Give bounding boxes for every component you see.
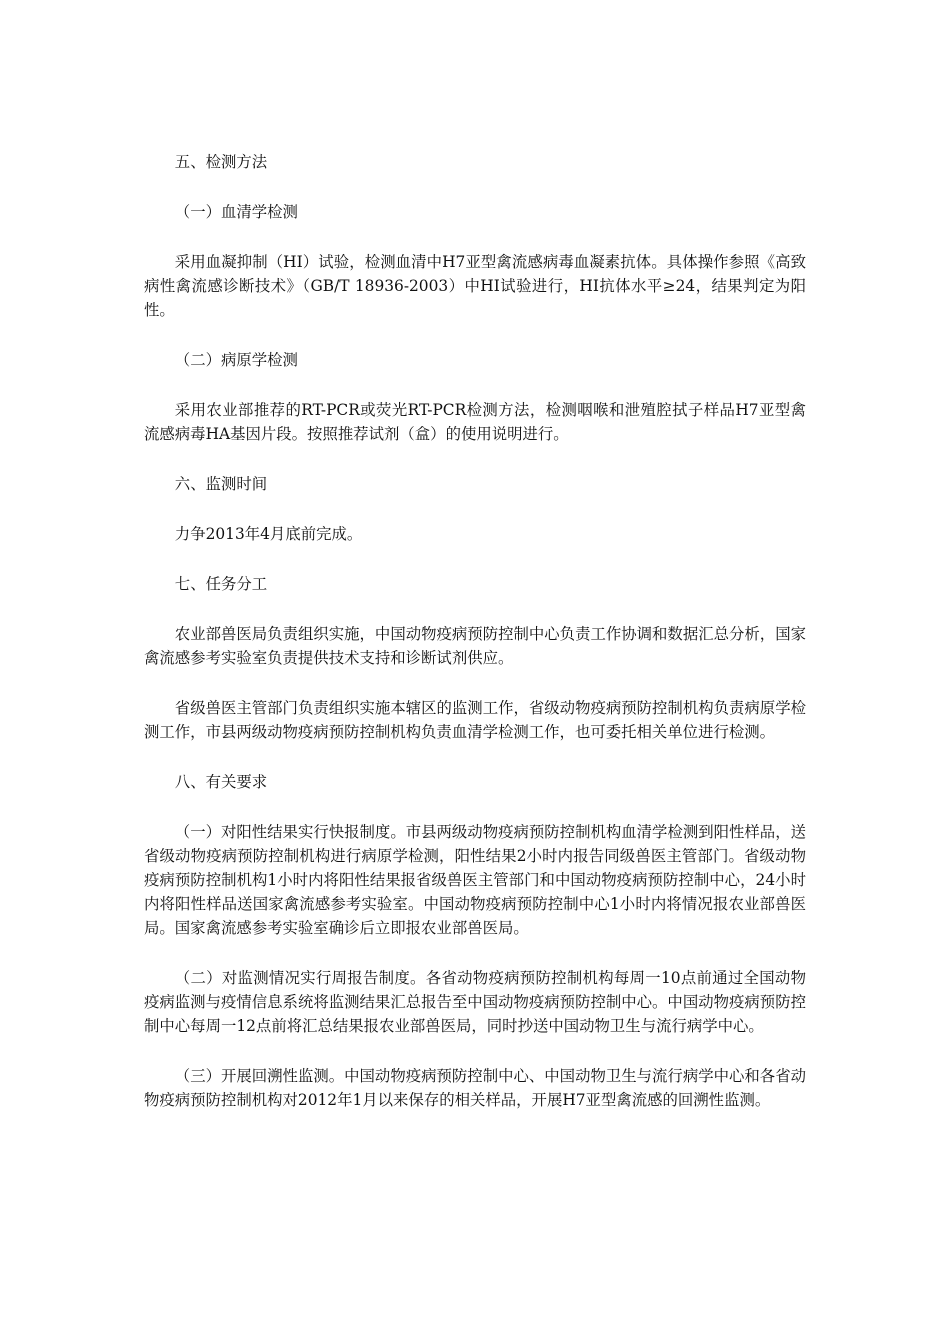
- document-body: [144, 150, 806, 1112]
- section-heading-task-division: 七、任务分工: [174, 575, 268, 593]
- paragraph-requirement-retrospective: （三）开展回溯性监测。中国动物疫病预防控制中心、中国动物卫生与流行病学中心和各省动物疫病预防控制机构对2012年1月以来保存的相关样品，开展H7亚型禽流感的回溯性监测。: [144, 1067, 806, 1109]
- paragraph-task-division-ministry: 农业部兽医局负责组织实施，中国动物疫病预防控制中心负责工作协调和数据汇总分析，国家禽流感参考实验室负责提供技术支持和诊断试剂供应。: [144, 625, 806, 667]
- paragraph-pathogen: 采用农业部推荐的RT-PCR或荧光RT-PCR检测方法，检测咽喉和泄殖腔拭子样品H7亚型禽流感病毒HA基因片段。按照推荐试剂（盒）的使用说明进行。: [144, 401, 806, 443]
- paragraph-serology: 采用血凝抑制（HI）试验，检测血清中H7亚型禽流感病毒血凝素抗体。具体操作参照《高致病性禽流感诊断技术》（GB/T 18936-2003）中HI试验进行，HI抗体水平≥24，结果判定为阳性。: [144, 253, 806, 319]
- paragraph-task-division-provincial: 省级兽医主管部门负责组织实施本辖区的监测工作，省级动物疫病预防控制机构负责病原学检测工作，市县两级动物疫病预防控制机构负责血清学检测工作，也可委托相关单位进行检测。: [144, 699, 806, 741]
- subheading-pathogen: （二）病原学检测: [174, 351, 298, 369]
- paragraph-requirement-fast-report: （一）对阳性结果实行快报制度。市县两级动物疫病预防控制机构血清学检测到阳性样品，送省级动物疫病预防控制机构进行病原学检测，阳性结果2小时内报告同级兽医主管部门。省级动物疫病预防控制机构1小时内将阳性结果报省级兽医主管部门和中国动物疫病预防控制中心，24小时内将阳性样品送国家禽流感参考实验室。中国动物疫病预防控制中心1小时内将情况报农业部兽医局。国家禽流感参考实验室确诊后立即报农业部兽医局。: [144, 823, 806, 937]
- section-heading-detection-methods: 五、检测方法: [174, 153, 268, 171]
- section-heading-monitoring-time: 六、监测时间: [174, 475, 268, 493]
- paragraph-monitoring-time: 力争2013年4月底前完成。: [174, 525, 363, 543]
- paragraph-requirement-weekly-report: （二）对监测情况实行周报告制度。各省动物疫病预防控制机构每周一10点前通过全国动物疫病监测与疫情信息系统将监测结果汇总报告至中国动物疫病预防控制中心。中国动物疫病预防控制中心每周一12点前将汇总结果报农业部兽医局，同时抄送中国动物卫生与流行病学中心。: [144, 969, 806, 1035]
- section-heading-requirements: 八、有关要求: [174, 773, 268, 791]
- subheading-serology: （一）血清学检测: [174, 203, 298, 221]
